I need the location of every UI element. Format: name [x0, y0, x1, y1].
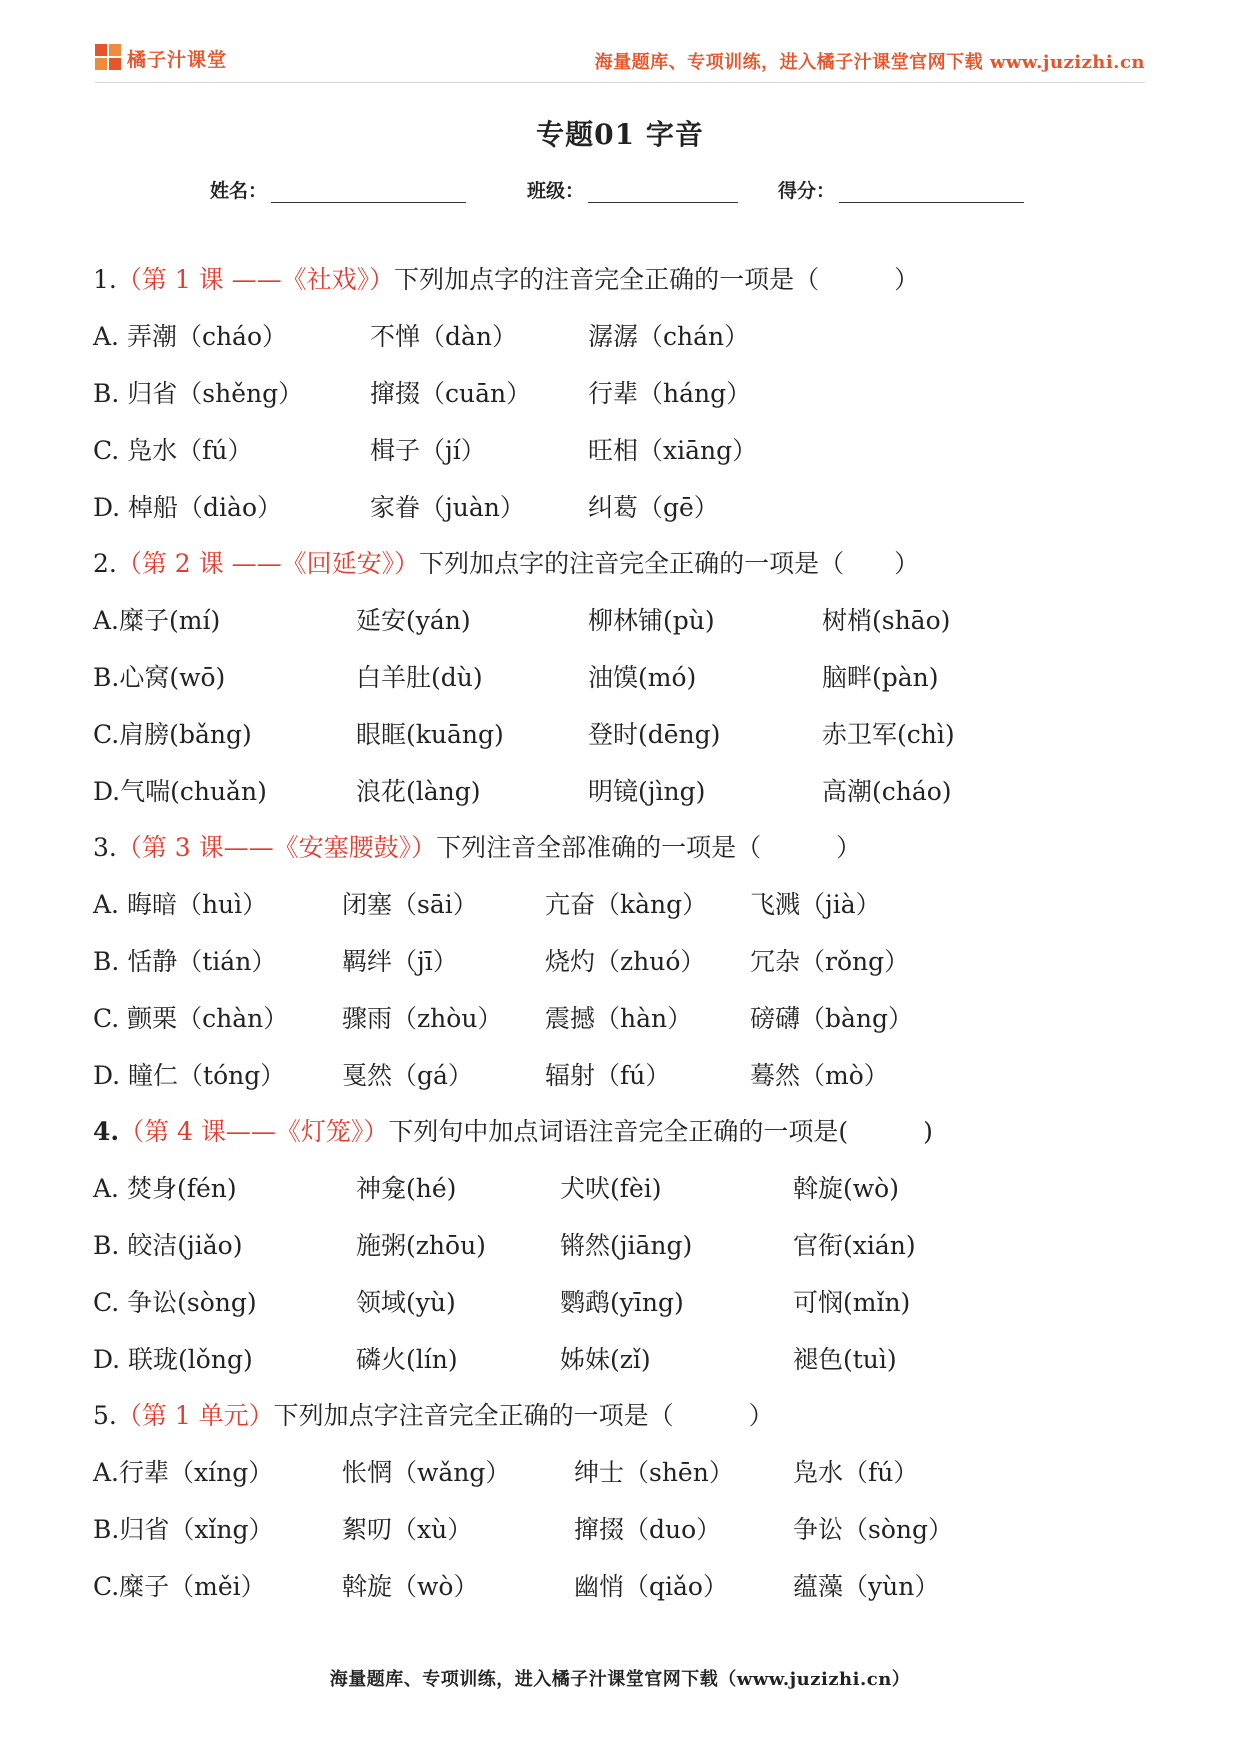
option-text: A.糜子(mí)	[93, 606, 221, 635]
question-number: 1.	[93, 265, 117, 294]
option-c[interactable]	[93, 999, 288, 1039]
option-item	[588, 488, 719, 528]
header-divider	[95, 82, 1145, 83]
option-item	[356, 658, 483, 698]
option-text: A. 焚身(fén)	[93, 1174, 237, 1203]
logo-mark-icon	[95, 44, 123, 72]
option-a[interactable]	[93, 885, 267, 925]
option-text: 震撼（hàn）	[545, 1004, 693, 1033]
option-d[interactable]	[93, 1340, 253, 1380]
option-text: 油馍(mó)	[588, 663, 697, 692]
option-text: B.归省（xǐng）	[93, 1515, 274, 1544]
option-item	[545, 885, 707, 925]
option-text: 絮叨（xù）	[342, 1515, 473, 1544]
option-text: 磅礴（bàng）	[750, 1004, 914, 1033]
option-text: A. 弄潮（cháo）	[93, 322, 288, 351]
option-b[interactable]	[93, 942, 276, 982]
logo	[95, 44, 227, 72]
score-label: 得分：	[778, 180, 836, 202]
student-info-row	[0, 176, 1240, 206]
header-slogan: 海量题库、专项训练，进入橘子汁课堂官网下载 www.juzizhi.cn	[594, 52, 1145, 73]
option-text: 神龛(hé)	[356, 1174, 457, 1203]
option-text: 不惮（dàn）	[370, 322, 518, 351]
option-item	[588, 317, 749, 357]
option-text: 褪色(tuì)	[793, 1345, 897, 1374]
option-item	[545, 942, 705, 982]
page-header	[95, 42, 1145, 82]
option-b[interactable]	[93, 1510, 274, 1550]
option-text: 蓦然（mò）	[750, 1061, 889, 1090]
option-item	[370, 317, 517, 357]
option-item	[574, 1510, 721, 1550]
option-text: A. 晦暗（huì）	[93, 890, 268, 919]
option-text: D. 瞳仁（tóng）	[93, 1061, 286, 1090]
option-item	[356, 1340, 458, 1380]
option-item	[822, 658, 939, 698]
option-text: 闭塞（sāi）	[342, 890, 478, 919]
option-text: 白羊肚(dù)	[356, 663, 483, 692]
option-item	[822, 601, 950, 641]
question-stem: 下列句中加点词语注音完全正确的一项是( )	[388, 1117, 933, 1146]
option-item	[793, 1510, 953, 1550]
option-item	[588, 658, 696, 698]
option-text: 脑畔(pàn)	[822, 663, 939, 692]
option-text: 绅士（shēn）	[574, 1458, 734, 1487]
option-b[interactable]	[93, 374, 303, 414]
logo-text: 橘子汁课堂	[127, 48, 228, 71]
option-text: 旺相（xiāng）	[588, 436, 758, 465]
option-text: 施粥(zhōu)	[356, 1231, 486, 1260]
question-tag: （第 2 课 ——《回延安》）	[116, 549, 420, 578]
option-text: 姊妹(zǐ)	[560, 1345, 651, 1374]
option-item	[370, 374, 531, 414]
option-item	[750, 942, 909, 982]
option-text: 冗杂（rǒng）	[750, 947, 910, 976]
option-text: 登时(dēng)	[588, 720, 721, 749]
option-text: 延安(yán)	[356, 606, 471, 635]
question-number: 4.	[93, 1117, 120, 1146]
question-stem: 下列加点字的注音完全正确的一项是（ ）	[394, 265, 920, 294]
option-item	[588, 374, 751, 414]
question-5	[93, 1396, 1143, 1436]
option-text: 蕴藻（yùn）	[793, 1572, 940, 1601]
option-item	[560, 1340, 651, 1380]
option-text: 戛然（gá）	[342, 1061, 473, 1090]
option-text: 争讼（sòng）	[793, 1515, 953, 1544]
class-label: 班级：	[527, 180, 585, 202]
option-item	[370, 431, 486, 471]
option-item	[342, 1510, 472, 1550]
option-c[interactable]	[93, 1283, 257, 1323]
option-item	[356, 1226, 486, 1266]
option-c[interactable]	[93, 715, 252, 755]
option-d[interactable]	[93, 1056, 285, 1096]
score-field	[778, 176, 1024, 203]
question-tag: （第 1 单元）	[116, 1401, 274, 1430]
option-text: 行辈（háng）	[588, 379, 752, 408]
option-text: 羁绊（jī）	[342, 947, 458, 976]
option-item	[342, 1567, 478, 1607]
class-blank[interactable]	[588, 180, 738, 203]
option-a[interactable]	[93, 1453, 273, 1493]
option-text: 骤雨（zhòu）	[342, 1004, 503, 1033]
option-text: C.肩膀(bǎng)	[93, 720, 252, 749]
option-text: 潺潺（chán）	[588, 322, 750, 351]
option-text: 怅惘（wǎng）	[342, 1458, 511, 1487]
page-footer: 海量题库、专项训练，进入橘子汁课堂官网下载（www.juzizhi.cn）	[329, 1669, 911, 1690]
option-item	[545, 999, 692, 1039]
option-text: 领域(yù)	[356, 1288, 456, 1317]
option-a[interactable]	[93, 1169, 237, 1209]
option-item	[342, 999, 502, 1039]
option-item	[750, 885, 881, 925]
option-text: 可悯(mǐn)	[793, 1288, 911, 1317]
option-text: 凫水（fú）	[793, 1458, 919, 1487]
page-title: 专题01 字音	[536, 118, 704, 151]
option-text: 眼眶(kuāng)	[356, 720, 504, 749]
option-item	[793, 1169, 899, 1209]
name-field	[210, 176, 466, 203]
option-text: 明镜(jìng)	[588, 777, 706, 806]
option-text: 官衔(xián)	[793, 1231, 916, 1260]
option-item	[588, 715, 720, 755]
option-item	[588, 772, 705, 812]
option-text: B. 皎洁(jiǎo)	[93, 1231, 243, 1260]
option-item	[793, 1567, 939, 1607]
option-item	[356, 1283, 456, 1323]
option-text: 亢奋（kàng）	[545, 890, 708, 919]
option-item	[793, 1283, 910, 1323]
option-text: 撺掇（cuān）	[370, 379, 532, 408]
option-item	[342, 942, 458, 982]
question-number: 2.	[93, 549, 117, 578]
option-item	[793, 1226, 916, 1266]
option-item	[750, 1056, 889, 1096]
option-text: 锵然(jiāng)	[560, 1231, 693, 1260]
name-label: 姓名：	[210, 180, 268, 202]
question-tag: （第 3 课——《安塞腰鼓》）	[116, 833, 437, 862]
option-text: 树梢(shāo)	[822, 606, 951, 635]
option-text: 斡旋(wò)	[793, 1174, 899, 1203]
option-text: 家眷（juàn）	[370, 493, 525, 522]
option-item	[574, 1567, 728, 1607]
option-text: 磷火(lín)	[356, 1345, 458, 1374]
option-item	[356, 715, 504, 755]
option-item	[560, 1226, 692, 1266]
option-text: C. 颤栗（chàn）	[93, 1004, 289, 1033]
option-text: 飞溅（jià）	[750, 890, 881, 919]
option-text: C. 争讼(sòng)	[93, 1288, 257, 1317]
option-item	[588, 601, 715, 641]
option-item	[822, 715, 955, 755]
option-item	[370, 488, 525, 528]
option-text: 鹦鹉(yīng)	[560, 1288, 684, 1317]
option-text: 犬吠(fèi)	[560, 1174, 662, 1203]
option-a[interactable]	[93, 317, 287, 357]
question-3	[93, 828, 1143, 868]
option-text: 斡旋（wò）	[342, 1572, 479, 1601]
option-text: A.行辈（xíng）	[93, 1458, 274, 1487]
option-item	[750, 999, 913, 1039]
option-item	[356, 772, 481, 812]
question-tag: （第 1 课 ——《社戏》）	[116, 265, 395, 294]
option-b[interactable]	[93, 1226, 242, 1266]
option-item	[793, 1453, 918, 1493]
option-text: 烧灼（zhuó）	[545, 947, 706, 976]
option-text: 幽悄（qiǎo）	[574, 1572, 728, 1601]
score-blank[interactable]	[839, 180, 1024, 203]
option-text: B.心窝(wō)	[93, 663, 226, 692]
option-item	[560, 1169, 662, 1209]
option-text: 辐射（fú）	[545, 1061, 671, 1090]
option-text: 赤卫军(chì)	[822, 720, 955, 749]
option-text: 撺掇（duo）	[574, 1515, 722, 1544]
question-4	[93, 1112, 1143, 1152]
question-number: 3.	[93, 833, 117, 862]
option-item	[356, 1169, 456, 1209]
option-item	[356, 601, 471, 641]
option-item	[588, 431, 757, 471]
option-text: 柳林铺(pù)	[588, 606, 715, 635]
option-item	[560, 1283, 684, 1323]
option-d[interactable]	[93, 772, 267, 812]
option-text: C.糜子（měi）	[93, 1572, 266, 1601]
option-text: D. 棹船（diào）	[93, 493, 283, 522]
question-number: 5.	[93, 1401, 117, 1430]
option-text: 纠葛（gē）	[588, 493, 719, 522]
question-stem: 下列注音全部准确的一项是（ ）	[436, 833, 862, 862]
option-item	[342, 885, 478, 925]
option-text: 浪花(làng)	[356, 777, 481, 806]
option-text: B. 归省（shěng）	[93, 379, 304, 408]
option-text: C. 凫水（fú）	[93, 436, 253, 465]
option-text: 高潮(cháo)	[822, 777, 952, 806]
option-b[interactable]	[93, 658, 225, 698]
option-text: D.气喘(chuǎn)	[93, 777, 267, 806]
question-tag: （第 4 课——《灯笼》）	[119, 1117, 389, 1146]
option-item	[574, 1453, 734, 1493]
option-item	[545, 1056, 670, 1096]
class-field	[527, 176, 738, 203]
option-d[interactable]	[93, 488, 282, 528]
option-c[interactable]	[93, 431, 253, 471]
option-c[interactable]	[93, 1567, 266, 1607]
option-item	[342, 1453, 510, 1493]
option-item	[793, 1340, 897, 1380]
name-blank[interactable]	[271, 180, 466, 203]
option-item	[822, 772, 952, 812]
option-text: D. 联珑(lǒng)	[93, 1345, 253, 1374]
option-text: B. 恬静（tián）	[93, 947, 277, 976]
option-item	[342, 1056, 473, 1096]
option-a[interactable]	[93, 601, 220, 641]
question-2	[93, 544, 1143, 584]
question-stem: 下列加点字的注音完全正确的一项是（ ）	[419, 549, 920, 578]
question-stem: 下列加点字注音完全正确的一项是（ ）	[273, 1401, 774, 1430]
option-text: 楫子（jí）	[370, 436, 486, 465]
question-1	[93, 260, 1143, 300]
